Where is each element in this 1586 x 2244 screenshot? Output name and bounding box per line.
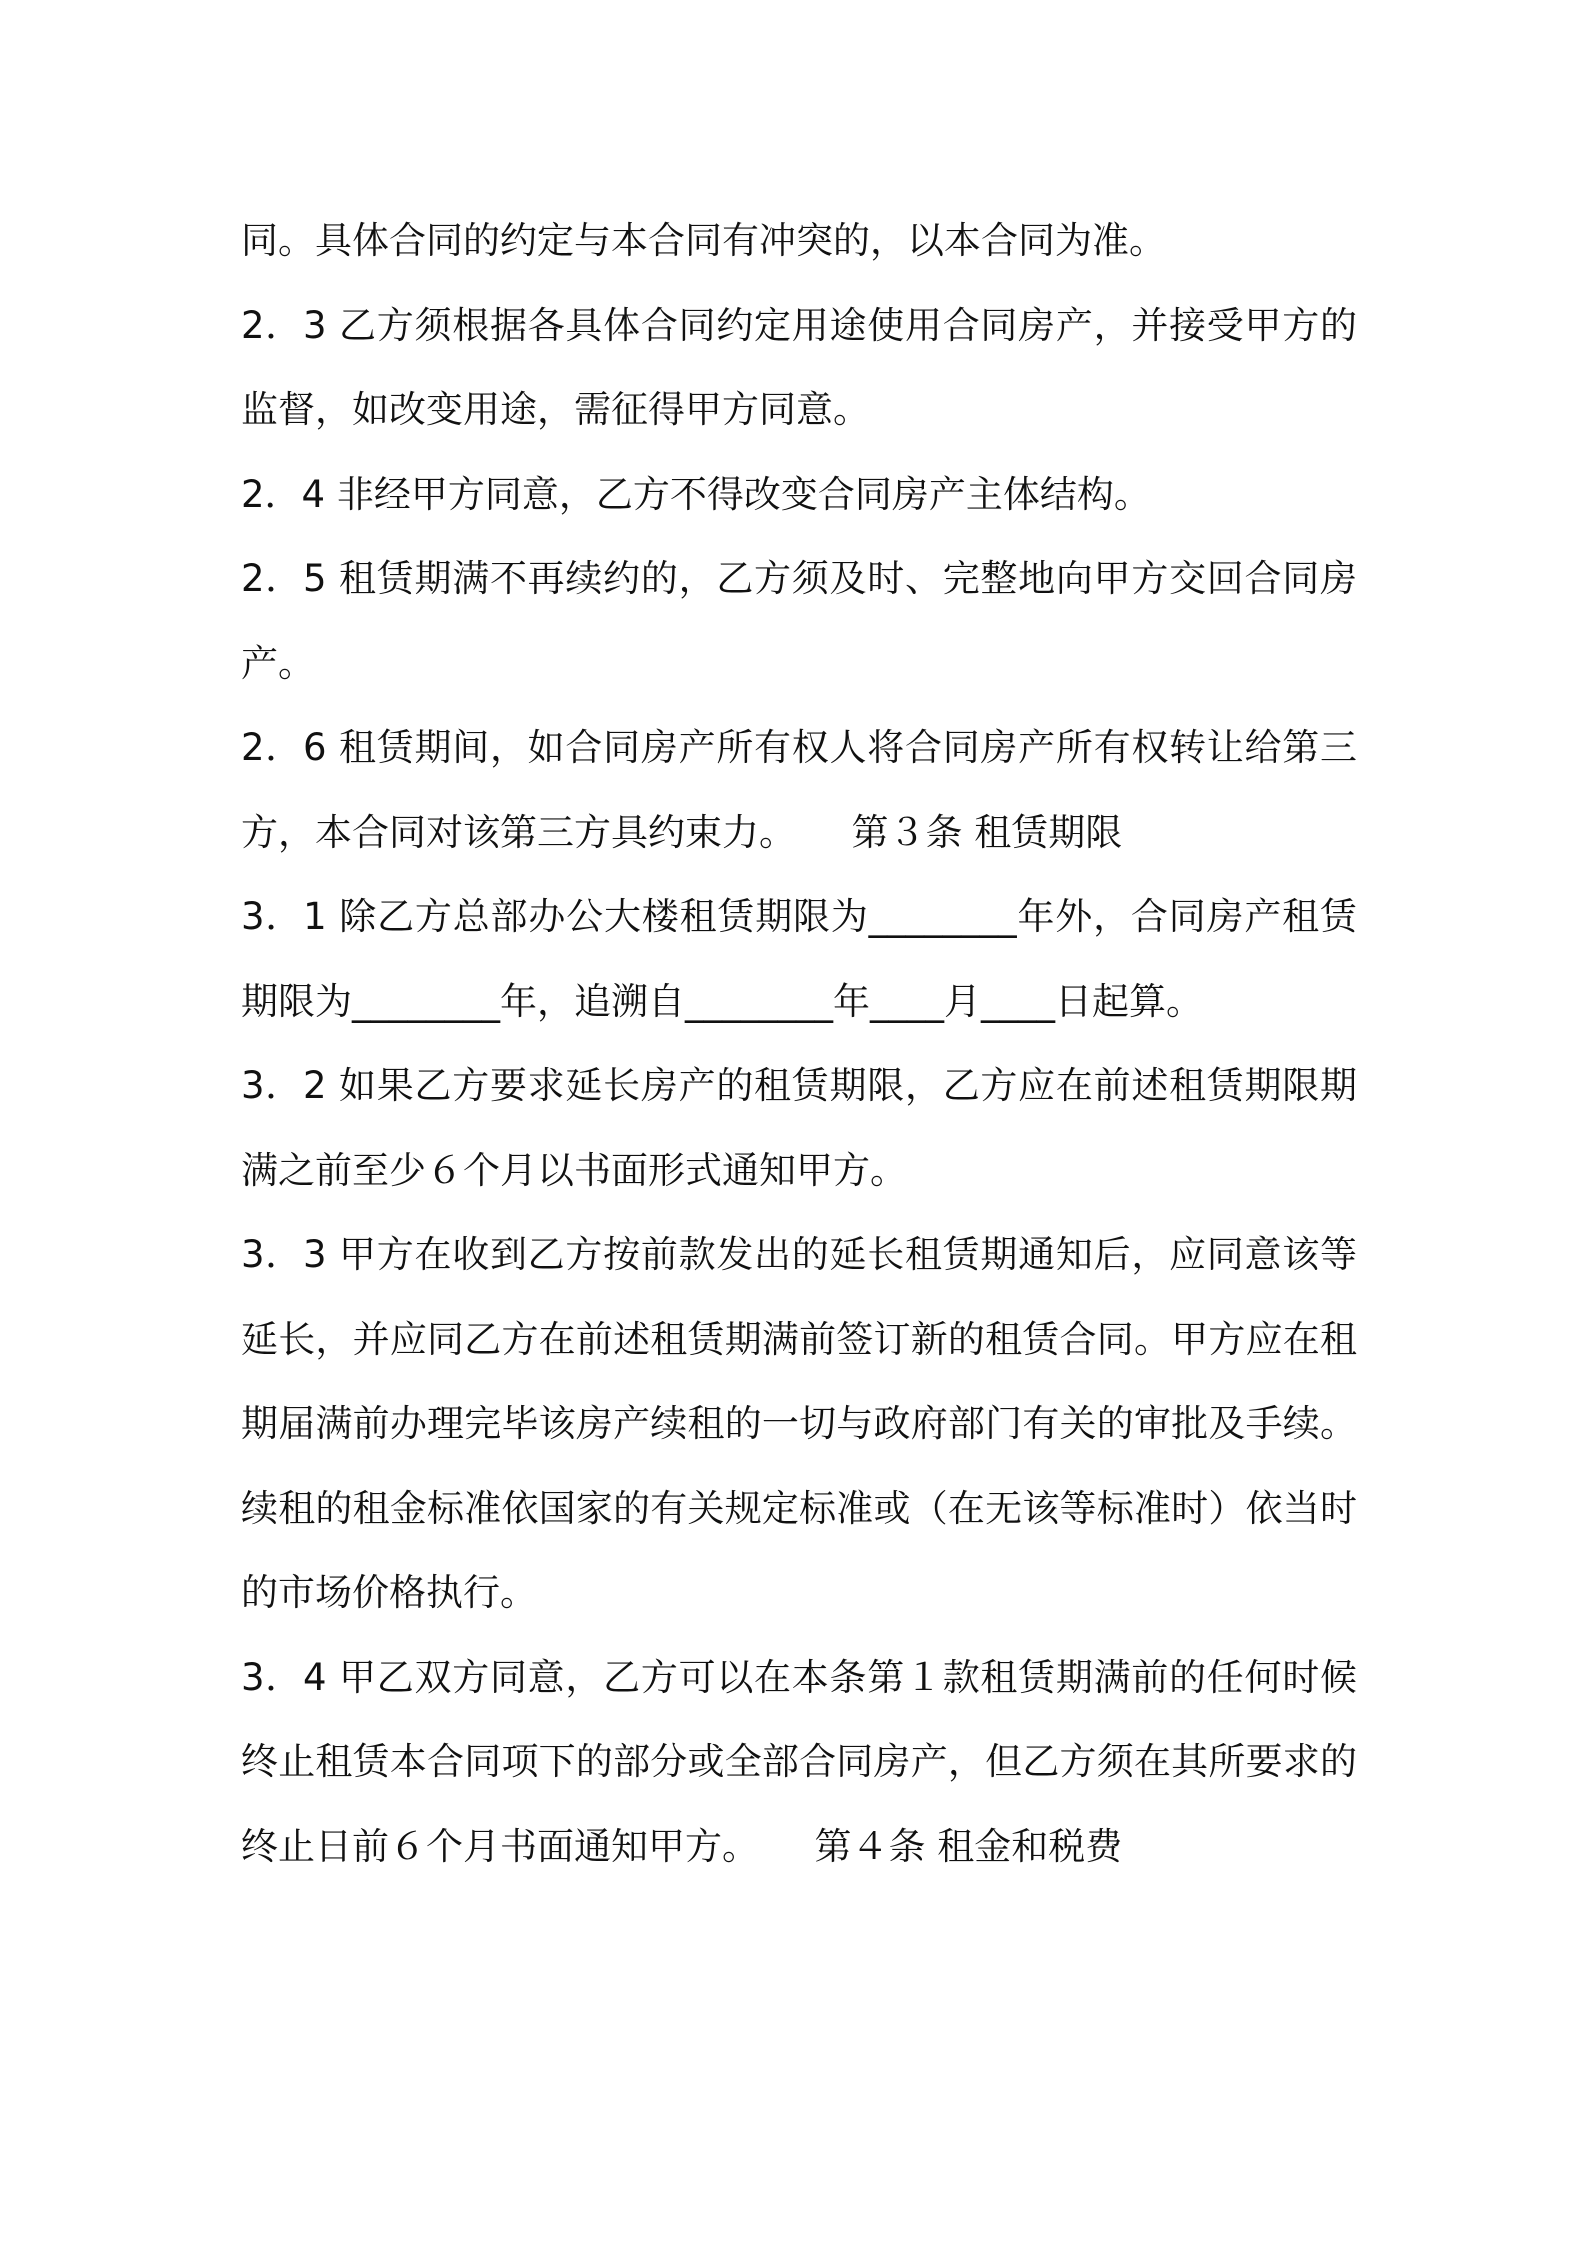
paragraph-continuation: 同。具体合同的约定与本合同有冲突的，以本合同为准。 bbox=[241, 219, 1166, 262]
document-body bbox=[241, 199, 1357, 1889]
paragraph-3-2: 3．2 如果乙方要求延长房产的租赁期限，乙方应在前述租赁期限期满之前至少６个月以书面形式通知甲方。 bbox=[241, 1064, 1357, 1192]
paragraph-3-1: 3．1 除乙方总部办公大楼租赁期限为________年外，合同房产租赁期限为________年，追溯自________年____月____日起算。 bbox=[241, 895, 1357, 1023]
paragraph-3-3: 3．3 甲方在收到乙方按前款发出的延长租赁期通知后，应同意该等延长，并应同乙方在前述租赁期满前签订新的租赁合同。甲方应在租期届满前办理完毕该房产续租的一切与政府部门有关的审批及手续。续租的租金标准依国家的有关规定标准或（在无该等标准时）依当时的市场价格执行。 bbox=[241, 1233, 1357, 1614]
paragraph-2-6: 2．6 租赁期间，如合同房产所有权人将合同房产所有权转让给第三方，本合同对该第三方具约束力。 第３条 租赁期限 bbox=[241, 726, 1357, 854]
paragraph-2-5: 2．5 租赁期满不再续约的，乙方须及时、完整地向甲方交回合同房产。 bbox=[241, 557, 1357, 685]
paragraph-2-4: 2．4 非经甲方同意，乙方不得改变合同房产主体结构。 bbox=[241, 472, 1151, 516]
paragraph-3-4: 3．4 甲乙双方同意，乙方可以在本条第１款租赁期满前的任何时候终止租赁本合同项下的部分或全部合同房产，但乙方须在其所要求的终止日前６个月书面通知甲方。 第４条 租金和税费 bbox=[241, 1655, 1357, 1868]
paragraph-2-3: 2．3 乙方须根据各具体合同约定用途使用合同房产，并接受甲方的监督，如改变用途，需征得甲方同意。 bbox=[241, 303, 1357, 431]
